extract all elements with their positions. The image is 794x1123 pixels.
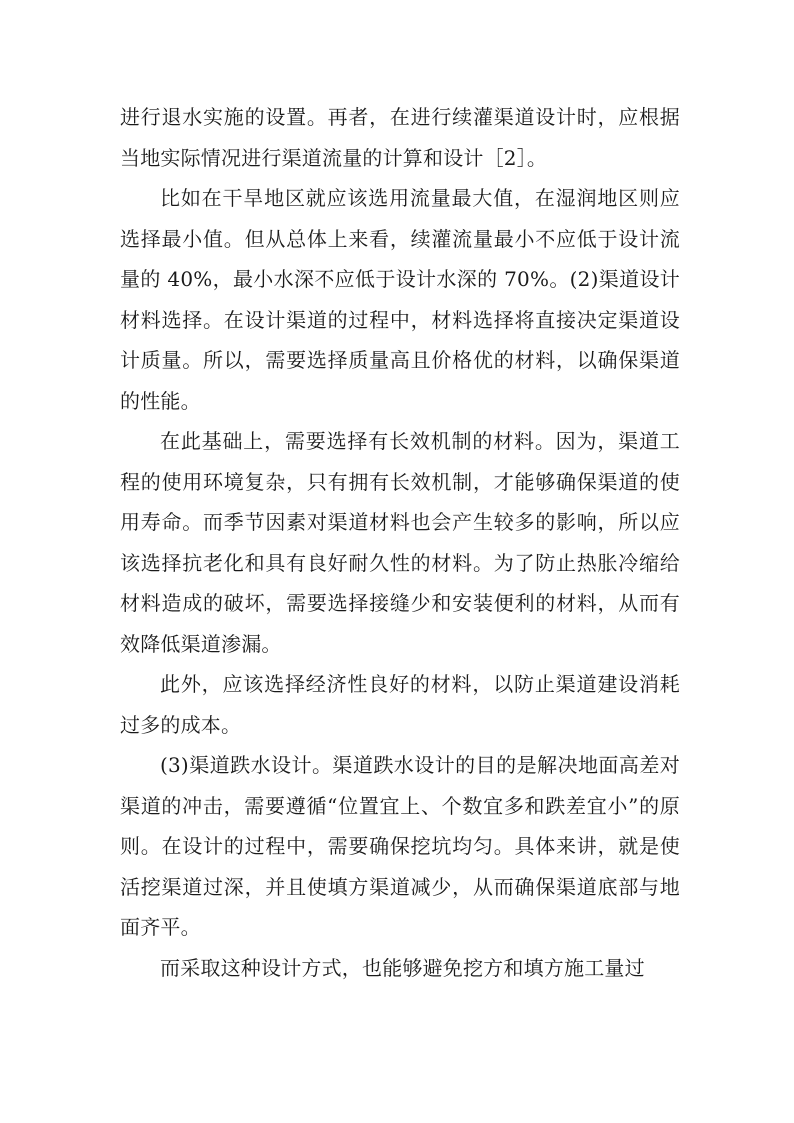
paragraph-continuation: 进行退水实施的设置。再者，在进行续灌渠道设计时，应根据当地实际情况进行渠道流量的计算和设计［2］。 [120, 105, 680, 170]
paragraph-economic-materials: 此外，应该选择经济性良好的材料，以防止渠道建设消耗过多的成本。 [120, 672, 680, 737]
document-body [120, 97, 680, 988]
paragraph-design-method: 而采取这种设计方式，也能够避免挖方和填方施工量过 [160, 955, 645, 980]
paragraph-long-term-materials: 在此基础上，需要选择有长效机制的材料。因为，渠道工程的使用环境复杂，只有拥有长效机制，才能够确保渠道的使用寿命。而季节因素对渠道材料也会产生较多的影响，所以应该选择抗老化和具有良好耐久性的材料。为了防止热胀冷缩给材料造成的破坏，需要选择接缝少和安装便利的材料，从而有效降低渠道渗漏。 [120, 429, 680, 656]
paragraph-flow-selection: 比如在干旱地区就应该选用流量最大值，在湿润地区则应选择最小值。但从总体上来看，续灌流量最小不应低于设计流量的 40%，最小水深不应低于设计水深的 70%。(2)渠道设计材料选择。在设计渠道的过程中，材料选择将直接决定渠道设计质量。所以，需要选择质量高且价格优的材料，以确保渠道的性能。 [120, 186, 680, 413]
paragraph-drop-design: (3)渠道跌水设计。渠道跌水设计的目的是解决地面高差对渠道的冲击，需要遵循“位置宜上、个数宜多和跌差宜小”的原则。在设计的过程中，需要确保挖坑均匀。具体来讲，就是使活挖渠道过深，并且使填方渠道减少，从而确保渠道底部与地面齐平。 [120, 753, 680, 939]
